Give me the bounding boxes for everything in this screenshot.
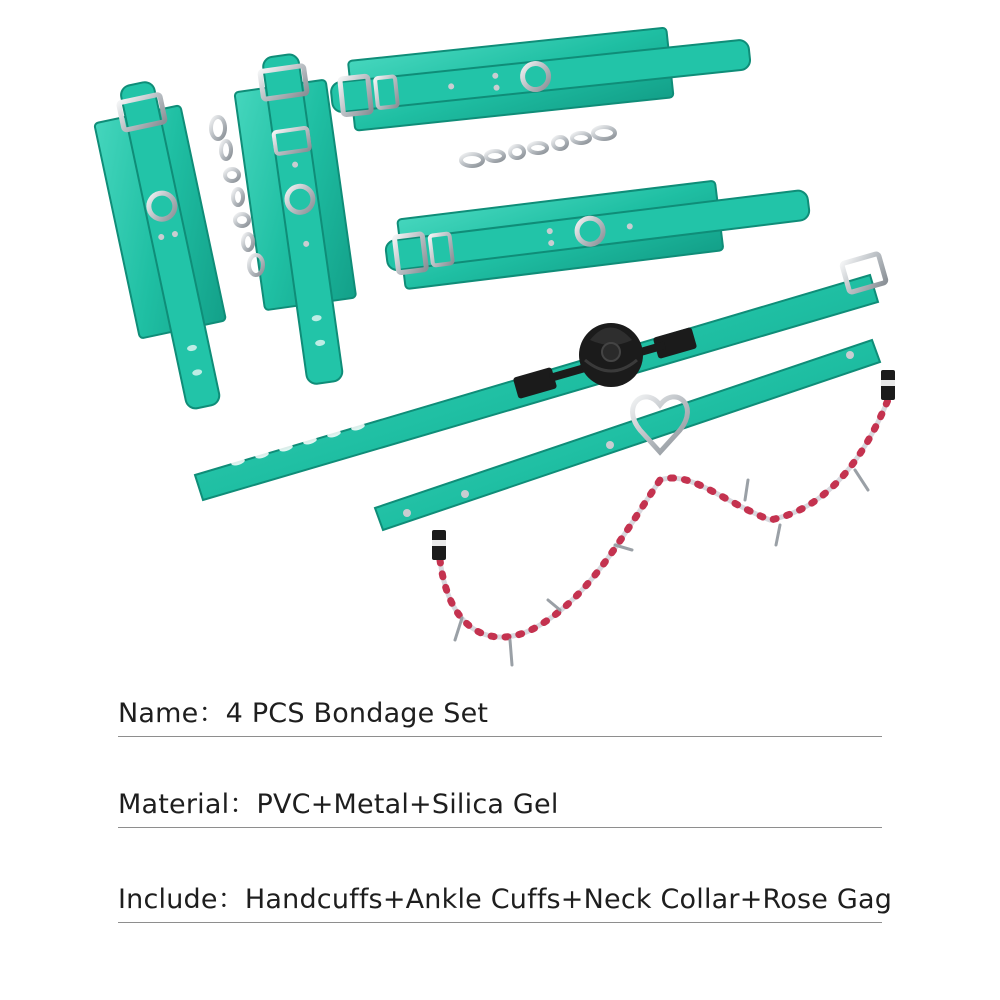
ankle-cuff-bottom [382, 170, 812, 291]
spec-row-material [118, 781, 882, 828]
spec-row-name [118, 690, 882, 737]
ankle-cuff-chain [461, 127, 615, 166]
rose-ball [579, 323, 643, 387]
handcuff-left [88, 76, 243, 417]
spec-material-text: Material：PVC+Metal+Silica Gel [118, 789, 559, 820]
spec-name-text: Name：4 PCS Bondage Set [118, 698, 489, 729]
spec-row-include [118, 876, 893, 923]
ankle-cuff-top [328, 19, 753, 133]
spec-include-text: Include：Handcuffs+Ankle Cuffs+Neck Collar+Rose Gag [118, 884, 893, 915]
